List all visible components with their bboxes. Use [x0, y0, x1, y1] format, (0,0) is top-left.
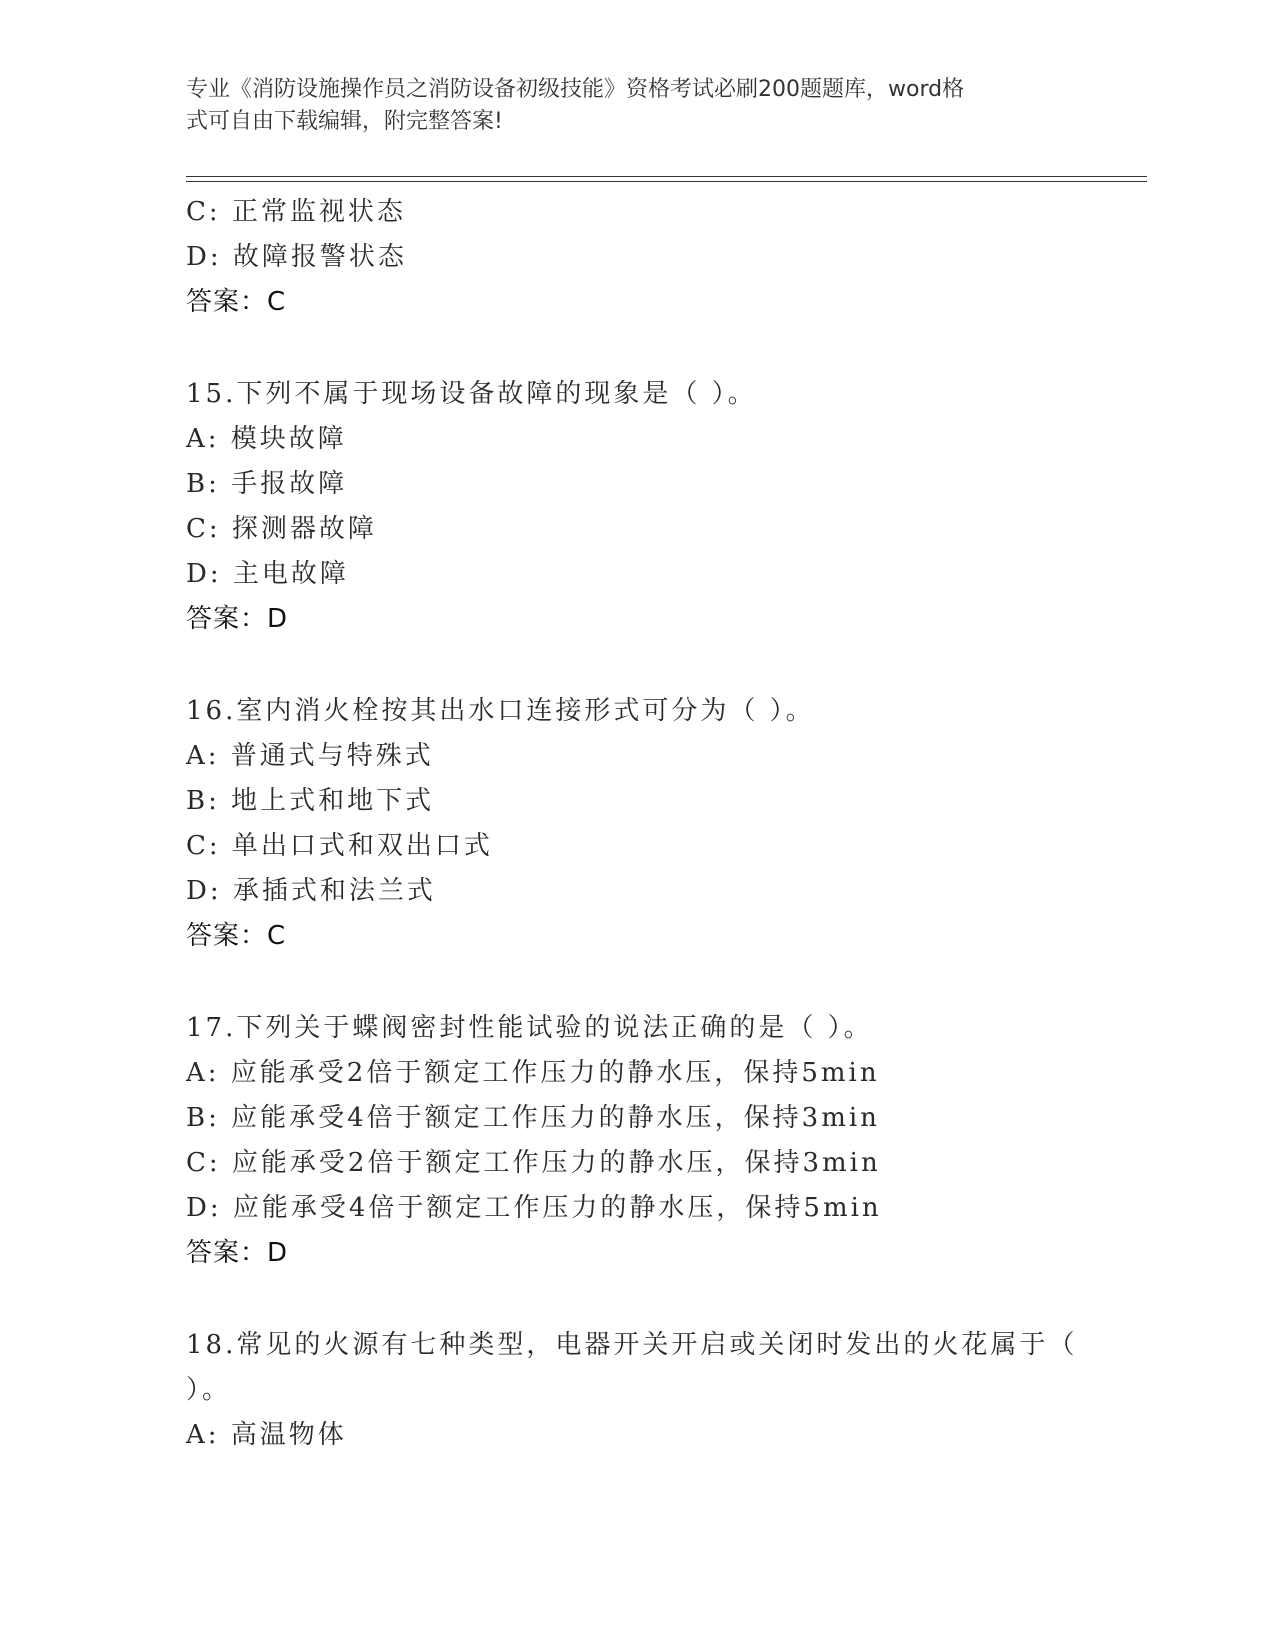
answer: 答案：D — [186, 1238, 289, 1268]
option-b: B: 应能承受4倍于额定工作压力的静水压，保持3min — [186, 1103, 880, 1133]
header-rule-top — [186, 176, 1147, 177]
option-c: C: 单出口式和双出口式 — [186, 831, 493, 861]
option-a: A: 应能承受2倍于额定工作压力的静水压，保持5min — [186, 1058, 880, 1088]
question-stem: 16.室内消火栓按其出水口连接形式可分为（ ）。 — [186, 696, 815, 726]
spacer — [186, 1276, 1086, 1323]
question-stem: 17.下列关于蝶阀密封性能试验的说法正确的是（ ）。 — [186, 1013, 873, 1043]
document-header — [186, 74, 1066, 138]
question-15 — [186, 372, 1086, 642]
option-a: A: 高温物体 — [186, 1420, 347, 1450]
option-b: B: 地上式和地下式 — [186, 786, 435, 816]
option-a: A: 模块故障 — [186, 424, 347, 454]
answer: 答案：C — [186, 287, 287, 317]
answer: 答案：D — [186, 604, 289, 634]
spacer — [186, 642, 1086, 689]
spacer — [186, 959, 1086, 1006]
question-14-tail — [186, 190, 1086, 325]
question-stem: 15.下列不属于现场设备故障的现象是（ ）。 — [186, 379, 757, 409]
option-d: D: 应能承受4倍于额定工作压力的静水压，保持5min — [186, 1193, 882, 1223]
answer: 答案：C — [186, 921, 287, 951]
question-16 — [186, 689, 1086, 959]
question-17 — [186, 1006, 1086, 1276]
option-d: D: 主电故障 — [186, 559, 349, 589]
option-c: C: 正常监视状态 — [186, 197, 406, 227]
question-18 — [186, 1323, 1086, 1458]
option-a: A: 普通式与特殊式 — [186, 741, 434, 771]
question-stem-line-2: ）。 — [186, 1375, 232, 1405]
option-c: C: 应能承受2倍于额定工作压力的静水压，保持3min — [186, 1148, 881, 1178]
option-b: B: 手报故障 — [186, 469, 348, 499]
header-line-2: 式可自由下载编辑，附完整答案! — [186, 109, 503, 134]
option-c: C: 探测器故障 — [186, 514, 377, 544]
question-stem-line-1: 18.常见的火源有七种类型，电器开关开启或关闭时发出的火花属于（ — [186, 1330, 1078, 1360]
header-line-1: 专业《消防设施操作员之消防设备初级技能》资格考试必刷200题题库，word格 — [186, 77, 965, 102]
spacer — [186, 325, 1086, 372]
option-d: D: 故障报警状态 — [186, 242, 407, 272]
question-list — [186, 190, 1086, 1458]
header-rule-bottom — [186, 181, 1147, 182]
option-d: D: 承插式和法兰式 — [186, 876, 436, 906]
